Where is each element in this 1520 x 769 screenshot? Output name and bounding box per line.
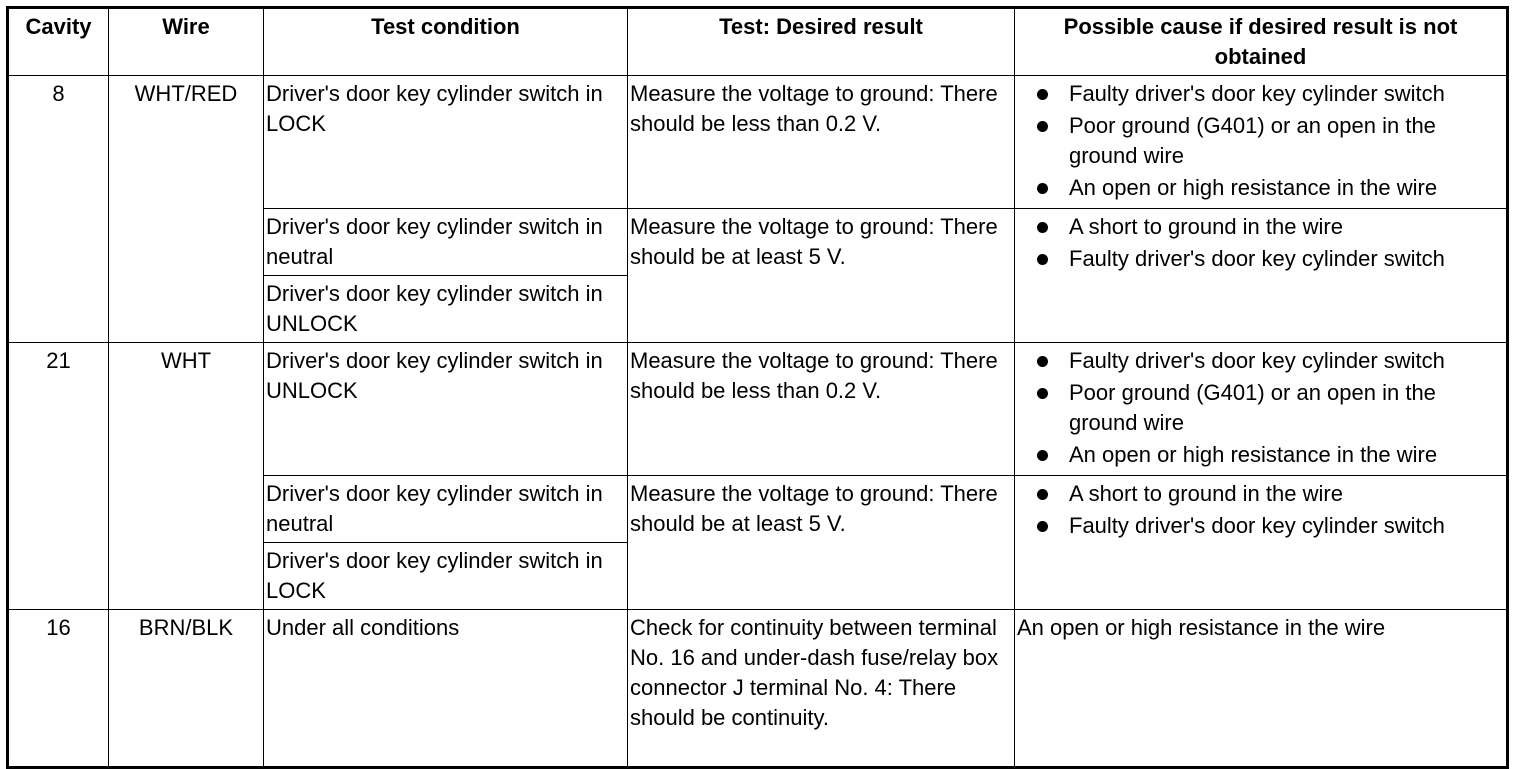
cause-text: A short to ground in the wire	[1069, 214, 1343, 239]
cause-item	[1017, 212, 1504, 242]
wire-cell: BRN/BLK	[109, 610, 264, 768]
cause-item	[1017, 79, 1504, 109]
cause-text: Faulty driver's door key cylinder switch	[1069, 348, 1445, 373]
condition-cell: Driver's door key cylinder switch in neutral	[264, 209, 628, 276]
bullet-icon	[1037, 388, 1048, 399]
cause-list	[1017, 346, 1504, 470]
header-row	[8, 8, 1508, 76]
header-test-condition: Test condition	[264, 8, 628, 76]
cavity-cell: 21	[8, 343, 109, 610]
table-row	[8, 610, 1508, 768]
cause-list	[1017, 79, 1504, 203]
cause-text: An open or high resistance in the wire	[1069, 175, 1438, 200]
cause-item	[1017, 346, 1504, 376]
table-row	[8, 76, 1508, 209]
bullet-icon	[1037, 356, 1048, 367]
cause-list	[1017, 212, 1504, 274]
cause-text: Faulty driver's door key cylinder switch	[1069, 246, 1445, 271]
cause-item	[1017, 479, 1504, 509]
bullet-icon	[1037, 183, 1048, 194]
bullet-icon	[1037, 254, 1048, 265]
result-cell: Measure the voltage to ground: There should be less than 0.2 V.	[628, 343, 1015, 476]
cavity-cell: 8	[8, 76, 109, 343]
bullet-icon	[1037, 89, 1048, 100]
condition-cell: Driver's door key cylinder switch in LOCK	[264, 76, 628, 209]
troubleshooting-table	[6, 6, 1509, 769]
wire-cell: WHT/RED	[109, 76, 264, 343]
condition-cell: Driver's door key cylinder switch in UNLOCK	[264, 343, 628, 476]
cause-cell	[1015, 476, 1508, 610]
cause-item	[1017, 511, 1504, 541]
wire-cell: WHT	[109, 343, 264, 610]
cause-item	[1017, 111, 1504, 171]
cause-text: Faulty driver's door key cylinder switch	[1069, 513, 1445, 538]
condition-cell: Under all conditions	[264, 610, 628, 768]
cause-text: Poor ground (G401) or an open in the ground wire	[1069, 380, 1436, 435]
result-cell: Measure the voltage to ground: There should be less than 0.2 V.	[628, 76, 1015, 209]
cause-text: Faulty driver's door key cylinder switch	[1069, 81, 1445, 106]
condition-cell: Driver's door key cylinder switch in LOCK	[264, 543, 628, 610]
cause-cell	[1015, 343, 1508, 476]
header-desired-result: Test: Desired result	[628, 8, 1015, 76]
condition-cell: Driver's door key cylinder switch in neutral	[264, 476, 628, 543]
bullet-icon	[1037, 121, 1048, 132]
cause-list	[1017, 479, 1504, 541]
condition-cell: Driver's door key cylinder switch in UNLOCK	[264, 276, 628, 343]
cause-text: A short to ground in the wire	[1069, 481, 1343, 506]
table-row	[8, 343, 1508, 476]
cause-item	[1017, 244, 1504, 274]
cause-text: Poor ground (G401) or an open in the ground wire	[1069, 113, 1436, 168]
cause-cell: An open or high resistance in the wire	[1015, 610, 1508, 768]
cause-item	[1017, 173, 1504, 203]
result-cell: Measure the voltage to ground: There should be at least 5 V.	[628, 476, 1015, 610]
cause-cell	[1015, 209, 1508, 343]
cause-item	[1017, 378, 1504, 438]
bullet-icon	[1037, 222, 1048, 233]
result-cell: Check for continuity between terminal No. 16 and under-dash fuse/relay box connector J terminal No. 4: There should be continuity.	[628, 610, 1015, 768]
header-wire: Wire	[109, 8, 264, 76]
header-possible-cause: Possible cause if desired result is not obtained	[1015, 8, 1508, 76]
result-cell: Measure the voltage to ground: There should be at least 5 V.	[628, 209, 1015, 343]
cause-item	[1017, 440, 1504, 470]
bullet-icon	[1037, 489, 1048, 500]
bullet-icon	[1037, 450, 1048, 461]
cause-cell	[1015, 76, 1508, 209]
cavity-cell: 16	[8, 610, 109, 768]
bullet-icon	[1037, 521, 1048, 532]
cause-text: An open or high resistance in the wire	[1069, 442, 1438, 467]
header-cavity: Cavity	[8, 8, 109, 76]
